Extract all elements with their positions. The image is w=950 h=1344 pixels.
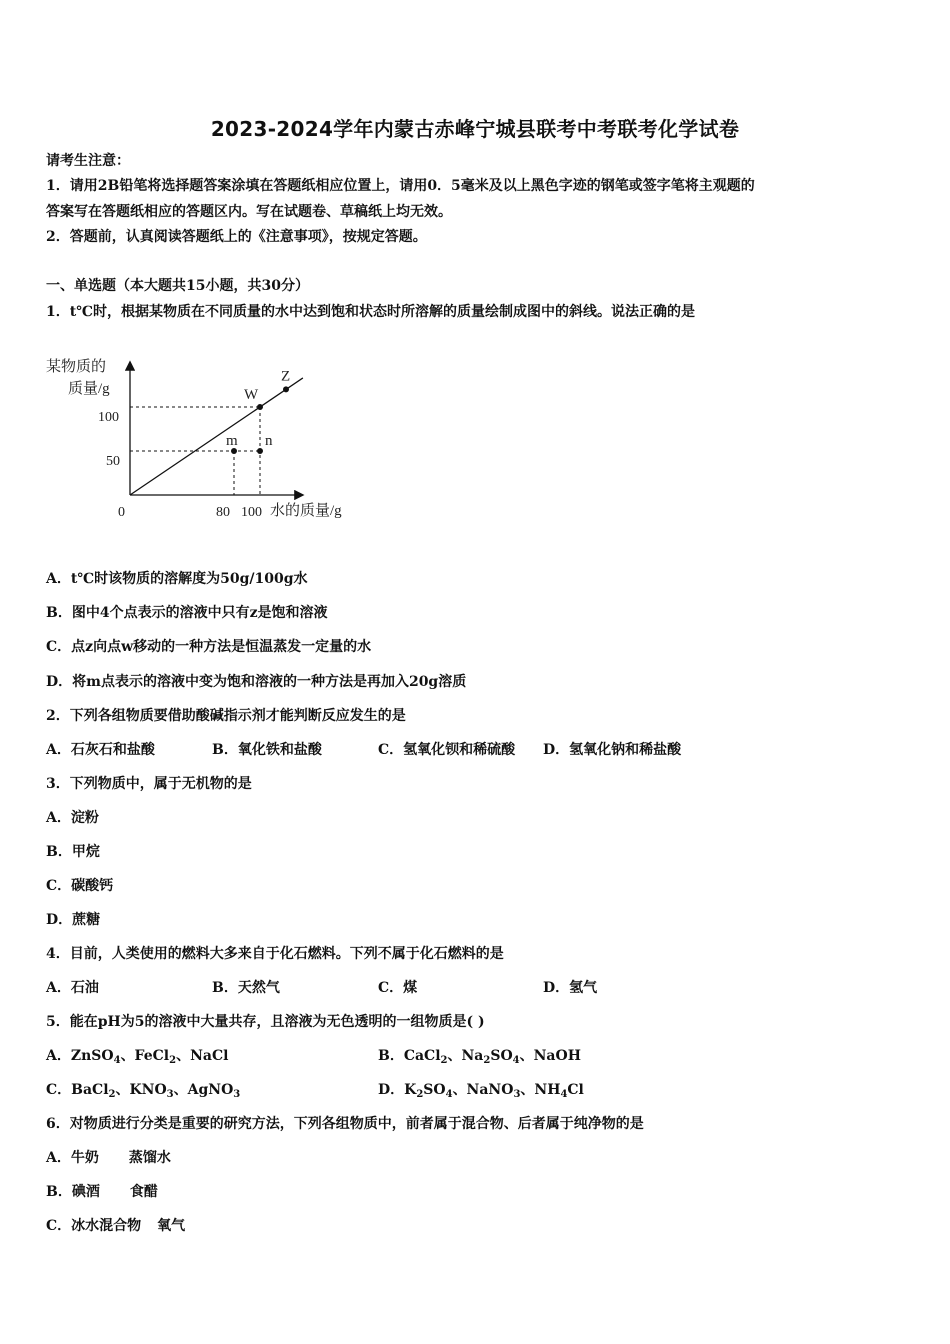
q2-option-c: C．氢氧化钡和稀硫酸 bbox=[378, 742, 516, 758]
notice-item-2: 2．答题前，认真阅读答题纸上的《注意事项》，按规定答题。 bbox=[46, 229, 427, 245]
y-tick-label-100: 100 bbox=[98, 410, 119, 425]
x-tick-label-80: 80 bbox=[216, 505, 230, 520]
q5-option-b: B．CaCl$_2$、$Na_2SO_4$、NaOH bbox=[378, 1048, 581, 1066]
question-4-stem: 4．目前，人类使用的燃料大多来自于化石燃料。下列不属于化石燃料的是 bbox=[46, 946, 504, 962]
notice-item-1-line-2: 答案写在答题纸相应的答题区内。写在试题卷、草稿纸上均无效。 bbox=[46, 204, 452, 220]
q1-option-c: C．点z向点w移动的一种方法是恒温蒸发一定量的水 bbox=[46, 639, 372, 655]
q5-option-d: D．$K_2SO_4$、NaNO$_3$、$NH_4Cl$ bbox=[378, 1082, 584, 1100]
notice-item-1-line-1: 1．请用2B铅笔将选择题答案涂填在答题纸相应位置上，请用0．5毫米及以上黑色字迹的钢笔或签字笔将主观题的 bbox=[46, 178, 755, 194]
q1-option-b: B．图中4个点表示的溶液中只有z是饱和溶液 bbox=[46, 605, 328, 621]
point-label-w: W bbox=[244, 387, 259, 403]
question-3-stem: 3．下列物质中，属于无机物的是 bbox=[46, 776, 252, 792]
q2-option-b: B．氧化铁和盐酸 bbox=[212, 742, 322, 758]
q5-option-a: A．ZnSO$_4$、FeCl$_2$、NaCl bbox=[46, 1048, 229, 1066]
solubility-chart bbox=[40, 345, 370, 530]
origin-label: 0 bbox=[118, 505, 125, 520]
question-1-stem: 1．t℃时，根据某物质在不同质量的水中达到饱和状态时所溶解的质量绘制成图中的斜线。说法正确的是 bbox=[46, 304, 695, 320]
y-axis-label-line-2: 质量/g bbox=[68, 381, 110, 397]
q6-option-b: B．碘酒 食醋 bbox=[46, 1184, 158, 1200]
notice-heading: 请考生注意： bbox=[46, 153, 130, 169]
q3-option-d: D．蔗糖 bbox=[46, 912, 101, 928]
q2-option-d: D．氢氧化钠和稀盐酸 bbox=[543, 742, 682, 758]
q6-option-a: A．牛奶 蒸馏水 bbox=[46, 1150, 171, 1166]
q4-option-c: C．煤 bbox=[378, 980, 418, 996]
q1-option-d: D．将m点表示的溶液中变为饱和溶液的一种方法是再加入20g溶质 bbox=[46, 674, 467, 690]
q1-option-a: A．t℃时该物质的溶解度为50g/100g水 bbox=[46, 571, 308, 587]
q4-option-b: B．天然气 bbox=[212, 980, 280, 996]
q5-option-c: C．BaCl$_2$、$KNO_3$、AgNO$_3$ bbox=[46, 1082, 241, 1100]
point-n bbox=[257, 448, 263, 454]
point-w bbox=[257, 404, 263, 410]
q6-option-c: C．冰水混合物 氧气 bbox=[46, 1218, 186, 1234]
x-axis-label: 水的质量/g bbox=[270, 503, 342, 519]
y-axis-label-line-1: 某物质的 bbox=[46, 359, 107, 375]
q2-option-a: A．石灰石和盐酸 bbox=[46, 742, 155, 758]
point-z bbox=[283, 386, 289, 392]
point-label-z: Z bbox=[281, 368, 291, 385]
x-tick-label-100: 100 bbox=[241, 505, 262, 520]
question-6-stem: 6．对物质进行分类是重要的研究方法，下列各组物质中，前者属于混合物、后者属于纯净物的是 bbox=[46, 1116, 644, 1132]
point-label-m: m bbox=[226, 433, 238, 449]
y-tick-label-50: 50 bbox=[106, 454, 120, 469]
q4-option-d: D．氢气 bbox=[543, 980, 598, 996]
point-label-n: n bbox=[265, 433, 273, 449]
page-title: 2023-2024学年内蒙古赤峰宁城县联考中考联考化学试卷 bbox=[210, 117, 740, 141]
q3-option-a: A．淀粉 bbox=[46, 810, 99, 826]
q3-option-c: C．碳酸钙 bbox=[46, 878, 114, 894]
question-5-stem: 5．能在pH为5的溶液中大量共存，且溶液为无色透明的一组物质是( ) bbox=[46, 1014, 485, 1030]
saturation-line bbox=[130, 378, 303, 495]
question-2-stem: 2．下列各组物质要借助酸碱指示剂才能判断反应发生的是 bbox=[46, 708, 406, 724]
q4-option-a: A．石油 bbox=[46, 980, 99, 996]
section-heading: 一、单选题（本大题共15小题，共30分） bbox=[46, 278, 309, 294]
q3-option-b: B．甲烷 bbox=[46, 844, 100, 860]
